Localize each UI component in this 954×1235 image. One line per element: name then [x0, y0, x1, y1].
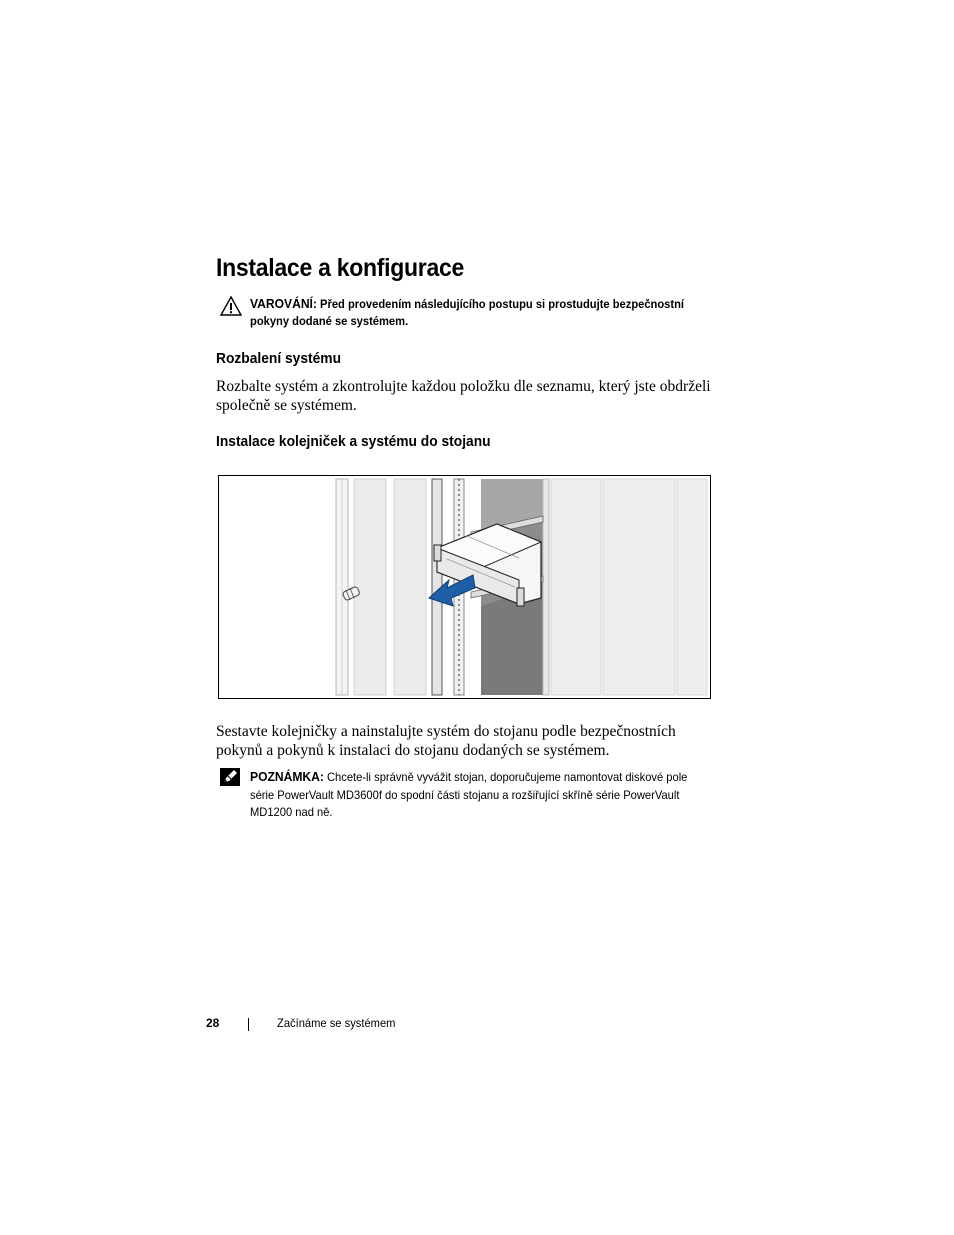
- page-number: 28: [206, 1016, 220, 1030]
- note-message: Chcete-li správně vyvážit stojan, doporučujeme namontovat diskové pole série PowerVault MD3600f do spodní části stojanu a rozšiřující skříně série PowerVault MD1200 nad ně.: [250, 770, 688, 819]
- rack-side-panel: [551, 479, 601, 695]
- warning-triangle-icon: [220, 296, 242, 316]
- note-label: POZNÁMKA:: [250, 769, 324, 784]
- rack-side-panel: [394, 479, 426, 695]
- rack-installation-figure: [218, 475, 711, 699]
- warning-message: Před provedením následujícího postupu si prostudujte bezpečnostní pokyny dodané se systémem.: [250, 297, 685, 328]
- paragraph-unpacking: Rozbalte systém a zkontrolujte každou položku dle seznamu, který jste obdrželi společně se systémem.: [216, 378, 711, 414]
- rack-illustration: [219, 476, 710, 698]
- enclosure-handle: [434, 545, 441, 561]
- page-title: Instalace a konfigurace: [216, 254, 465, 282]
- rack-side-panel: [354, 479, 386, 695]
- rack-side-panel: [603, 479, 675, 695]
- rack-side-panel: [677, 479, 707, 695]
- warning-text: [250, 295, 696, 330]
- section-heading-rack-install: Instalace kolejniček a systému do stojanu: [216, 433, 491, 450]
- enclosure-handle: [517, 588, 524, 606]
- note-pencil-icon: [220, 768, 240, 786]
- paragraph-rack-install: Sestavte kolejničky a nainstalujte systém do stojanu podle bezpečnostních pokynů a pokynů k instalaci do stojanu dodaných se systémem.: [216, 723, 676, 759]
- footer-section-title: Začínáme se systémem: [277, 1016, 396, 1030]
- footer-divider: [248, 1018, 249, 1031]
- warning-label: VAROVÁNÍ:: [250, 296, 317, 311]
- note-text: [250, 768, 696, 822]
- page-footer: [0, 1016, 954, 1036]
- section-heading-unpacking: Rozbalení systému: [216, 350, 342, 367]
